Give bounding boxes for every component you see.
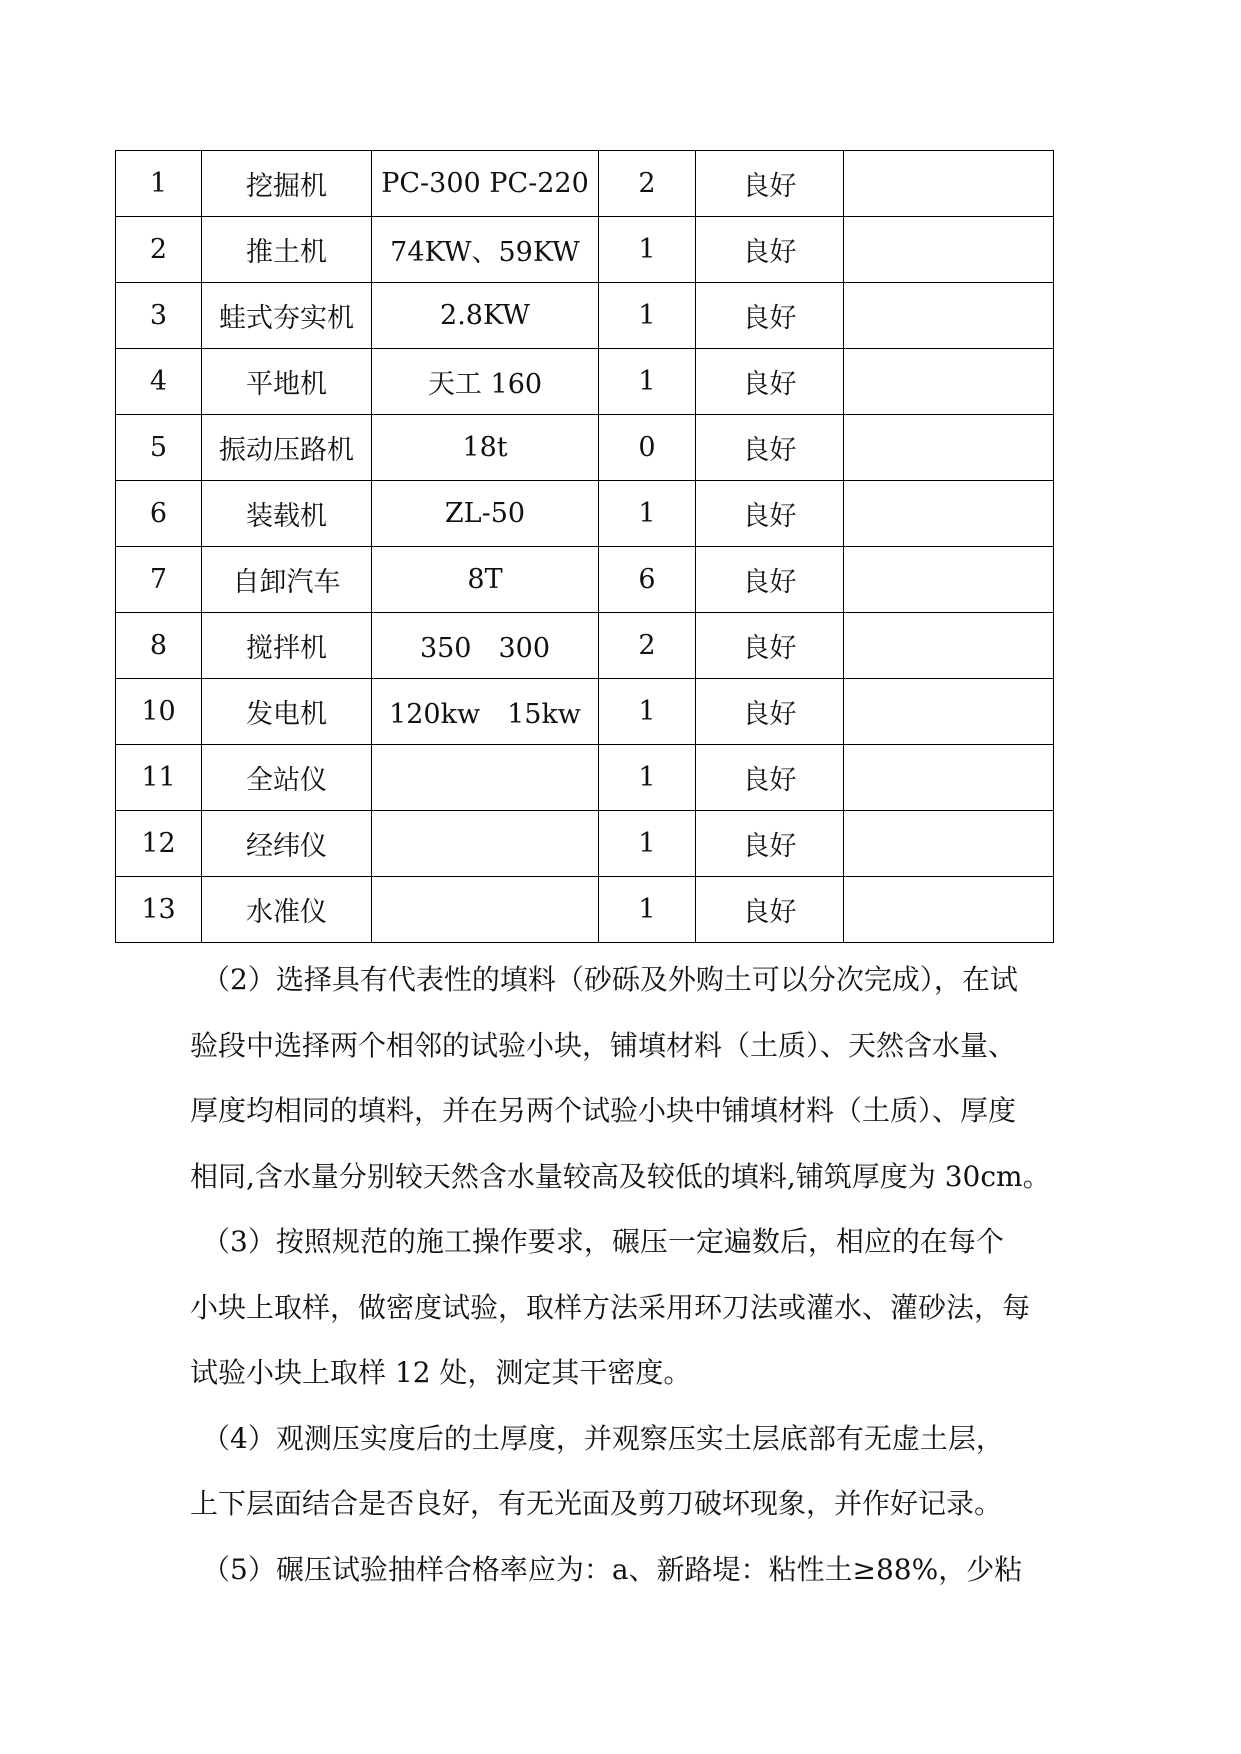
- remarks-cell: [844, 679, 1054, 745]
- equipment-name-cell: 平地机: [202, 349, 372, 415]
- model-spec-cell: 350 300: [372, 613, 599, 679]
- model-spec-cell: 74KW、59KW: [372, 217, 599, 283]
- condition-cell: 良好: [696, 877, 844, 943]
- paragraph: [190, 1406, 1060, 1537]
- equipment-name-cell: 蛙式夯实机: [202, 283, 372, 349]
- equipment-name-cell: 发电机: [202, 679, 372, 745]
- text-line: （4）观测压实度后的土厚度，并观察压实土层底部有无虚土层，: [202, 1421, 1004, 1455]
- quantity-cell: 2: [599, 613, 696, 679]
- quantity-cell: 6: [599, 547, 696, 613]
- body-text: [190, 947, 1060, 1602]
- text-line: 厚度均相同的填料，并在另两个试验小块中铺填材料（土质）、厚度: [190, 1094, 1017, 1127]
- remarks-cell: [844, 877, 1054, 943]
- remarks-cell: [844, 745, 1054, 811]
- row-number-cell: 2: [116, 217, 202, 283]
- model-spec-cell: 天工 160: [372, 349, 599, 415]
- model-spec-cell: 8T: [372, 547, 599, 613]
- paragraph: [190, 1537, 1060, 1603]
- text-line: （2）选择具有代表性的填料（砂砾及外购土可以分次完成），在试: [202, 963, 1018, 996]
- row-number-cell: 7: [116, 547, 202, 613]
- model-spec-cell: 18t: [372, 415, 599, 481]
- paragraph: [190, 947, 1060, 1209]
- paragraph: [190, 1209, 1060, 1406]
- remarks-cell: [844, 481, 1054, 547]
- condition-cell: 良好: [696, 811, 844, 877]
- table-row: [116, 679, 1054, 745]
- row-number-cell: 10: [116, 679, 202, 745]
- condition-cell: 良好: [696, 349, 844, 415]
- table-row: [116, 283, 1054, 349]
- equipment-name-cell: 自卸汽车: [202, 547, 372, 613]
- equipment-name-cell: 推土机: [202, 217, 372, 283]
- row-number-cell: 6: [116, 481, 202, 547]
- row-number-cell: 1: [116, 151, 202, 217]
- row-number-cell: 8: [116, 613, 202, 679]
- remarks-cell: [844, 613, 1054, 679]
- model-spec-cell: PC-300 PC-220: [372, 151, 599, 217]
- quantity-cell: 1: [599, 745, 696, 811]
- equipment-name-cell: 振动压路机: [202, 415, 372, 481]
- table-row: [116, 349, 1054, 415]
- row-number-cell: 4: [116, 349, 202, 415]
- condition-cell: 良好: [696, 745, 844, 811]
- model-spec-cell: [372, 877, 599, 943]
- condition-cell: 良好: [696, 679, 844, 745]
- condition-cell: 良好: [696, 151, 844, 217]
- condition-cell: 良好: [696, 547, 844, 613]
- remarks-cell: [844, 547, 1054, 613]
- quantity-cell: 1: [599, 481, 696, 547]
- quantity-cell: 1: [599, 877, 696, 943]
- equipment-name-cell: 挖掘机: [202, 151, 372, 217]
- quantity-cell: 1: [599, 811, 696, 877]
- remarks-cell: [844, 349, 1054, 415]
- equipment-name-cell: 水准仪: [202, 877, 372, 943]
- text-line: 验段中选择两个相邻的试验小块，铺填材料（土质）、天然含水量、: [190, 1028, 1017, 1062]
- text-line: 试验小块上取样 12 处，测定其干密度。: [190, 1356, 692, 1389]
- equipment-name-cell: 搅拌机: [202, 613, 372, 679]
- text-line: （3）按照规范的施工操作要求，碾压一定遍数后，相应的在每个: [202, 1225, 1004, 1258]
- model-spec-cell: 2.8KW: [372, 283, 599, 349]
- equipment-table: [115, 150, 1054, 943]
- row-number-cell: 3: [116, 283, 202, 349]
- row-number-cell: 11: [116, 745, 202, 811]
- remarks-cell: [844, 811, 1054, 877]
- remarks-cell: [844, 217, 1054, 283]
- text-line: 小块上取样，做密度试验，取样方法采用环刀法或灌水、灌砂法，每: [190, 1290, 1031, 1324]
- table-row: [116, 415, 1054, 481]
- condition-cell: 良好: [696, 415, 844, 481]
- text-line: 相同,含水量分别较天然含水量较高及较低的填料,铺筑厚度为 30cm。: [190, 1159, 1051, 1193]
- table-row: [116, 745, 1054, 811]
- table-row: [116, 811, 1054, 877]
- condition-cell: 良好: [696, 217, 844, 283]
- table-row: [116, 481, 1054, 547]
- row-number-cell: 12: [116, 811, 202, 877]
- equipment-name-cell: 全站仪: [202, 745, 372, 811]
- model-spec-cell: 120kw 15kw: [372, 679, 599, 745]
- remarks-cell: [844, 151, 1054, 217]
- row-number-cell: 13: [116, 877, 202, 943]
- remarks-cell: [844, 415, 1054, 481]
- equipment-name-cell: 装载机: [202, 481, 372, 547]
- model-spec-cell: [372, 745, 599, 811]
- table-row: [116, 613, 1054, 679]
- text-line: 上下层面结合是否良好，有无光面及剪刀破坏现象，并作好记录。: [190, 1487, 1003, 1520]
- table-row: [116, 547, 1054, 613]
- model-spec-cell: [372, 811, 599, 877]
- equipment-table-body: [116, 151, 1054, 943]
- condition-cell: 良好: [696, 283, 844, 349]
- condition-cell: 良好: [696, 481, 844, 547]
- quantity-cell: 0: [599, 415, 696, 481]
- table-row: [116, 151, 1054, 217]
- table-row: [116, 877, 1054, 943]
- model-spec-cell: ZL-50: [372, 481, 599, 547]
- remarks-cell: [844, 283, 1054, 349]
- quantity-cell: 2: [599, 151, 696, 217]
- equipment-name-cell: 经纬仪: [202, 811, 372, 877]
- quantity-cell: 1: [599, 349, 696, 415]
- condition-cell: 良好: [696, 613, 844, 679]
- row-number-cell: 5: [116, 415, 202, 481]
- quantity-cell: 1: [599, 679, 696, 745]
- quantity-cell: 1: [599, 283, 696, 349]
- table-row: [116, 217, 1054, 283]
- quantity-cell: 1: [599, 217, 696, 283]
- text-line: （5）碾压试验抽样合格率应为：a、新路堤：粘性土≥88%，少粘: [202, 1552, 1023, 1586]
